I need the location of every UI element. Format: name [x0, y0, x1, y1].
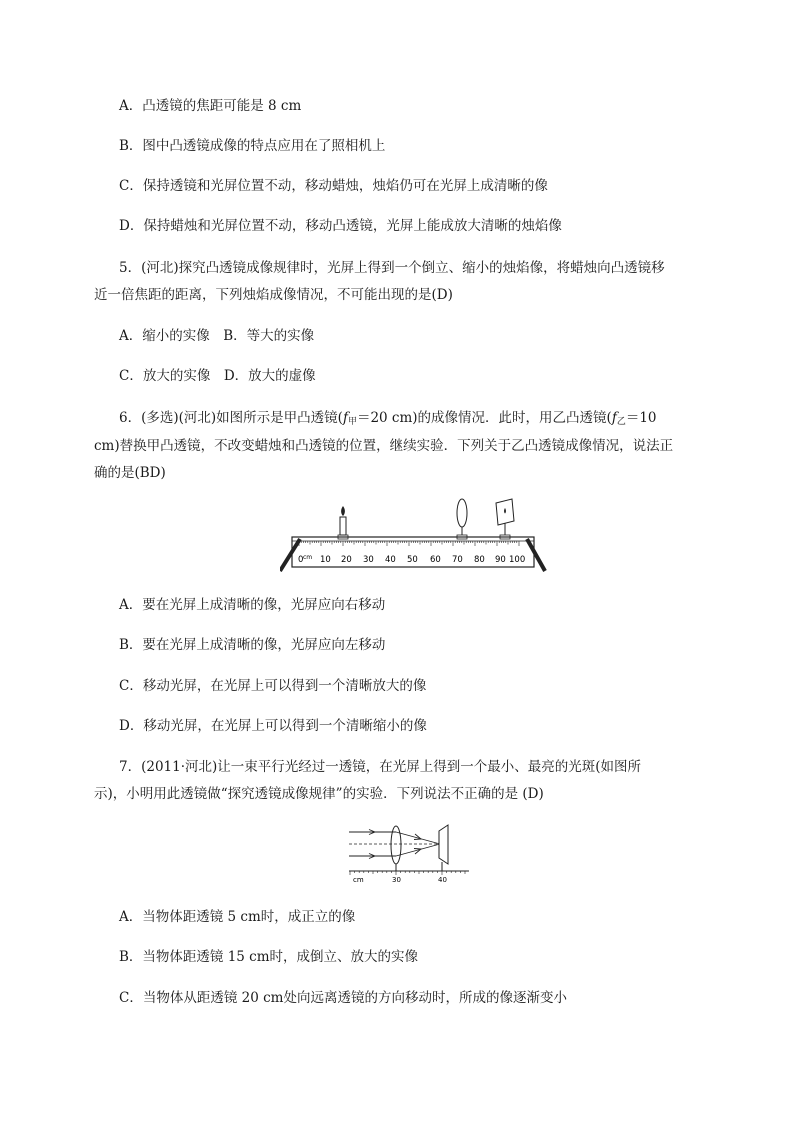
focal-sub-jia: 甲 — [347, 417, 357, 427]
q6-option-d: D．移动光屏，在光屏上可以得到一个清晰缩小的像 — [119, 718, 427, 734]
candle-icon — [338, 506, 348, 539]
q6-stem-part2: ＝20 cm)的成像情况．此时，用乙凸透镜( — [356, 410, 612, 426]
ruler-label-30: 30 — [392, 876, 401, 884]
q4-option-c: C．保持透镜和光屏位置不动，移动蜡烛，烛焰仍可在光屏上成清晰的像 — [119, 178, 548, 194]
light-screen-icon — [439, 825, 448, 864]
q5-stem-line1: 5．(河北)探究凸透镜成像规律时，光屏上得到一个倒立、缩小的烛焰像，将蜡烛向凸透镜移 — [119, 260, 665, 276]
q7-option-c: C．当物体从距透镜 20 cm处向远离透镜的方向移动时，所成的像逐渐变小 — [119, 990, 567, 1006]
ruler-label-50: 50 — [407, 555, 418, 565]
q6-option-c: C．移动光屏，在光屏上可以得到一个清晰放大的像 — [119, 678, 427, 694]
q6-option-b: B．要在光屏上成清晰的像，光屏应向左移动 — [119, 637, 386, 653]
q6-stem-line3: 确的是(BD) — [94, 465, 166, 481]
ruler-label-60: 60 — [430, 555, 441, 565]
ruler-label-100: 100 — [509, 555, 526, 565]
q4-option-b: B．图中凸透镜成像的特点应用在了照相机上 — [119, 138, 386, 154]
q6-stem-part1: 6．(多选)(河北)如图所示是甲凸透镜( — [119, 410, 343, 426]
q7-stem-line1: 7．(2011·河北)让一束平行光经过一透镜，在光屏上得到一个最小、最亮的光斑(如图所 — [119, 759, 642, 775]
q7-option-a: A．当物体距透镜 5 cm时，成正立的像 — [119, 909, 356, 925]
ruler-label-40: 40 — [385, 555, 396, 565]
q5-stem-line2: 近一倍焦距的距离，下列烛焰成像情况，不可能出现的是(D) — [94, 287, 453, 303]
parallel-light-focus-figure — [345, 822, 473, 886]
q4-option-a: A．凸透镜的焦距可能是 8 cm — [119, 98, 302, 114]
ruler-label-80: 80 — [474, 555, 485, 565]
q7-option-b: B．当物体距透镜 15 cm时，成倒立、放大的实像 — [119, 949, 419, 965]
right-bench-leg — [527, 539, 545, 571]
focal-sub-yi: 乙 — [616, 417, 626, 427]
optical-bench-figure — [280, 495, 548, 575]
light-screen-icon — [496, 499, 514, 539]
ruler-unit: cm — [353, 876, 364, 884]
ruler-label-20: 20 — [341, 555, 352, 565]
left-bench-leg — [280, 539, 300, 571]
q5-options-ab: A．缩小的实像 B．等大的实像 — [119, 328, 315, 344]
focal-symbol: f — [611, 410, 617, 426]
q6-stem-line2: cm)替换甲凸透镜，不改变蜡烛和凸透镜的位置，继续实验．下列关于乙凸透镜成像情况，说法正 — [94, 438, 674, 454]
ruler-ticks — [299, 541, 519, 546]
q6-option-a: A．要在光屏上成清晰的像，光屏应向右移动 — [119, 597, 386, 613]
ruler-unit: cm — [303, 554, 313, 561]
q6-stem-line1 — [119, 409, 657, 431]
ruler-label-30: 30 — [363, 555, 374, 565]
ruler-label-0: 0 — [298, 555, 304, 565]
ruler-label-90: 90 — [495, 555, 506, 565]
ruler-label-40: 40 — [438, 876, 447, 884]
q7-stem-line2: 示)，小明用此透镜做“探究透镜成像规律”的实验．下列说法不正确的是 (D) — [94, 786, 544, 802]
q4-option-d: D．保持蜡烛和光屏位置不动，移动凸透镜，光屏上能成放大清晰的烛焰像 — [119, 218, 562, 234]
ruler-ticks — [350, 871, 465, 875]
focal-symbol: f — [342, 410, 348, 426]
ruler-label-70: 70 — [452, 555, 463, 565]
convex-lens-icon — [457, 499, 467, 539]
q6-stem-part3: ＝10 — [625, 410, 657, 426]
ruler-label-10: 10 — [320, 555, 331, 565]
q5-options-cd: C．放大的实像 D．放大的虚像 — [119, 368, 316, 384]
